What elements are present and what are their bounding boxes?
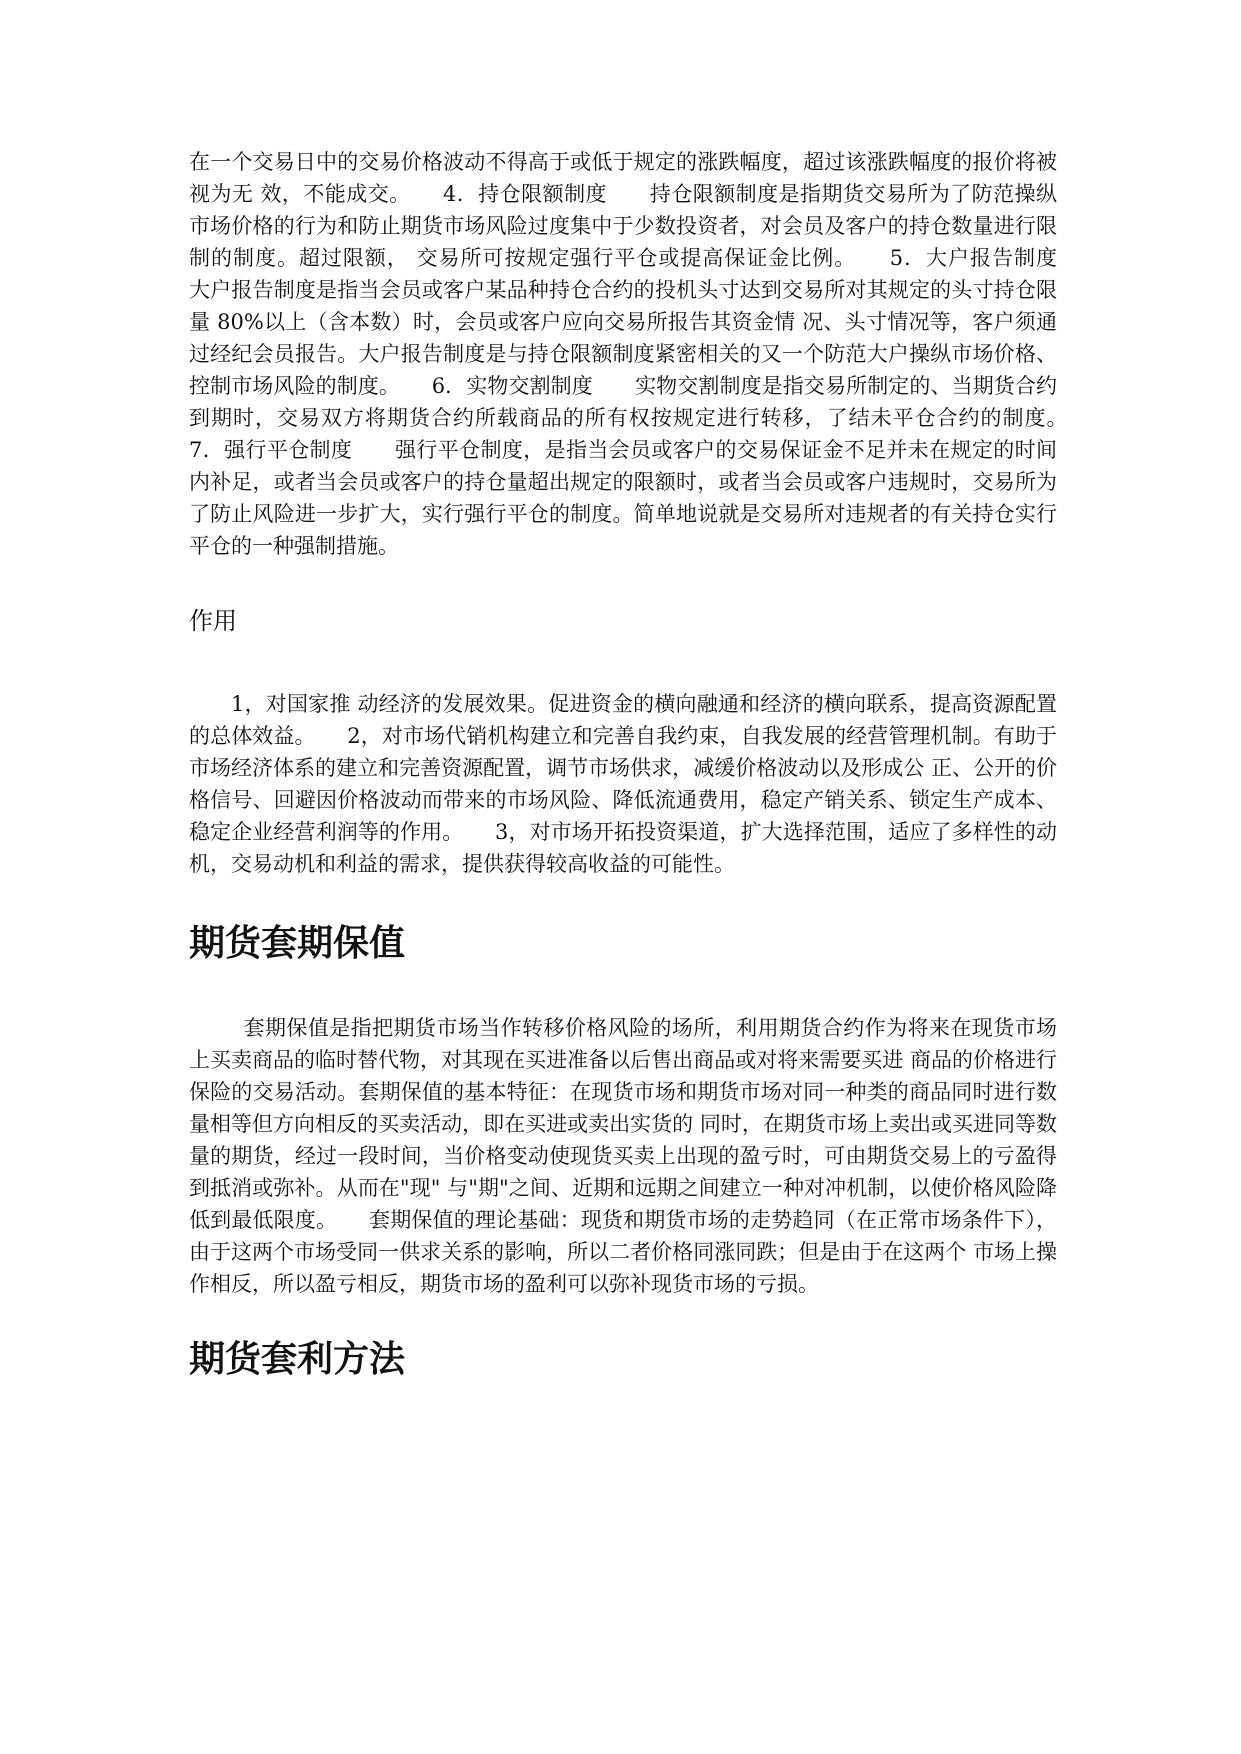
document-page: [189, 140, 1099, 1384]
heading-function: 作用: [189, 607, 237, 635]
heading-arbitrage: 期货套利方法: [189, 1339, 406, 1380]
paragraph-hedging: 套期保值是指把期货市场当作转移价格风险的场所，利用期货合约作为将来在现货市场上买卖商品的临时替代物，对其现在买进准备以后售出商品或对将来需要买进 商品的价格进行保险的交易活动。套期保值的基本特征：在现货市场和期货市场对同一种类的商品同时进行数量相等但方向相反的买卖活动，即在买进或卖出实货的 同时，在期货市场上卖出或买进同等数量的期货，经过一段时间，当价格变动使现货买卖上出现的盈亏时，可由期货交易上的亏盈得到抵消或弥补。从而在"现" 与"期"之间、近期和远期之间建立一种对冲机制，以使价格风险降低到最低限度。 套期保值的理论基础：现货和期货市场的走势趋同（在正常市场条件下），由于这两个市场受同一供求关系的影响，所以二者价格同涨同跌；但是由于在这两个 市场上操作相反，所以盈亏相反，期货市场的盈利可以弥补现货市场的亏损。: [189, 1016, 1057, 1296]
paragraph-trading-rules: 在一个交易日中的交易价格波动不得高于或低于规定的涨跌幅度，超过该涨跌幅度的报价将被视为无 效，不能成交。 4．持仓限额制度 持仓限额制度是指期货交易所为了防范操纵市场价格的行为和防止期货市场风险过度集中于少数投资者，对会员及客户的持仓数量进行限制的制度。超过限额， 交易所可按规定强行平仓或提高保证金比例。 5．大户报告制度 大户报告制度是指当会员或客户某品种持仓合约的投机头寸达到交易所对其规定的头寸持仓限量 80%以上（含本数）时，会员或客户应向交易所报告其资金情 况、头寸情况等，客户须通过经纪会员报告。大户报告制度是与持仓限额制度紧密相关的又一个防范大户操纵市场价格、控制市场风险的制度。 6．实物交割制度 实物交割制度是指交易所制定的、当期货合约到期时，交易双方将期货合约所载商品的所有权按规定进行转移，了结未平仓合约的制度。 7．强行平仓制度 强行平仓制度，是指当会员或客户的交易保证金不足并未在规定的时间内补足，或者当会员或客户的持仓量超出规定的限额时，或者当会员或客户违规时，交易所为了防止风险进一步扩大，实行强行平仓的制度。简单地说就是交易所对违规者的有关持仓实行平仓的一种强制措施。: [189, 150, 1099, 558]
heading-hedging: 期货套期保值: [189, 923, 406, 964]
paragraph-function: 1，对国家推 动经济的发展效果。促进资金的横向融通和经济的横向联系，提高资源配置的总体效益。 2，对市场代销机构建立和完善自我约束，自我发展的经营管理机制。有助于市场经济体系的建立和完善资源配置，调节市场供求，减缓价格波动以及形成公 正、公开的价格信号、回避因价格波动而带来的市场风险、降低流通费用，稳定产销关系、锁定生产成本、稳定企业经营利润等的作用。 3，对市场开拓投资渠道，扩大选择范围，适应了多样性的动机，交易动机和利益的需求，提供获得较高收益的可能性。: [189, 692, 1057, 876]
